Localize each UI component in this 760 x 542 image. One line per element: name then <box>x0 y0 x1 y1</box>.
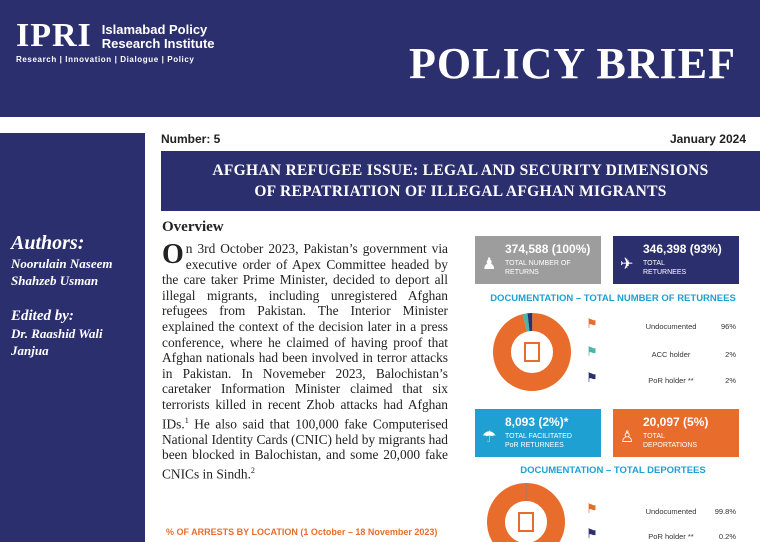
arrests-caption: % OF ARRESTS BY LOCATION (1 October – 18 November 2023) <box>166 527 438 537</box>
person-icon: ⚑ <box>586 316 598 331</box>
logo-tagline: Research | Innovation | Dialogue | Policy <box>16 55 195 64</box>
returnees-donut-chart <box>492 312 572 392</box>
sidebar <box>0 133 145 542</box>
document-icon <box>519 513 533 531</box>
title-line: OF REPATRIATION OF ILLEGAL AFGHAN MIGRANTS <box>254 183 667 200</box>
issue-number: Number: 5 <box>161 132 221 146</box>
walker-icon: ✈ <box>620 256 634 273</box>
brief-title-band <box>161 151 760 211</box>
deportees-donut-chart <box>486 482 566 542</box>
overview-text: n 3rd October 2023, Pakistan’s government via executive order of Apex Committee headed by the care taker Prime Minister, decided to deport all illegal migrants, including unregistered Afghan refugees from Pakistan. The Interior Minister explained the context of the decision later in a press conference, where he claimed of having proof that Afghan nationals had been involved in terror attacks in Pakistan. In Novemeber 2023, Balochistan’s caretaker Information Minister claimed that six terrorists killed in recent Zhob attacks had Afghan IDs. <box>162 241 448 431</box>
document-icon <box>525 343 539 361</box>
parachute-icon: ☂ <box>482 429 497 446</box>
stat-deportations: ♙ 20,097 (5%) TOTAL DEPORTATIONS <box>613 409 739 457</box>
logo-name: Islamabad Policy Research Institute <box>101 22 215 51</box>
family-icon: ♟ <box>482 256 497 273</box>
footnote-ref[interactable]: 1 <box>184 415 189 425</box>
stat-total-returns: ♟ 374,588 (100%) TOTAL NUMBER OF RETURNS <box>475 236 601 284</box>
overview-paragraph <box>162 241 448 482</box>
edited-by-heading: Edited by: <box>11 308 74 324</box>
drop-cap: O <box>162 239 184 270</box>
author-name: Noorulain Naseem <box>11 256 113 271</box>
deportee-icon: ♙ <box>620 429 635 446</box>
authors-heading: Authors: <box>11 232 85 254</box>
editor-name: Dr. Raashid Wali <box>11 326 103 341</box>
section-heading: DOCUMENTATION – TOTAL DEPORTEES <box>520 465 706 476</box>
issue-date: January 2024 <box>669 132 746 146</box>
footnote-ref[interactable]: 2 <box>250 465 255 475</box>
author-name: Shahzeb Usman <box>11 273 99 288</box>
masthead <box>0 0 760 117</box>
person-icon: ⚑ <box>586 370 598 385</box>
ipri-logo <box>16 17 215 64</box>
overview-text: He also said that 100,000 fake Computerised National Identity Cards (CNIC) held by migrants had been blocked in Balochistan, and some 20,000 fake CNICs in Sindh. <box>162 416 448 482</box>
logo-mark: IPRI <box>16 17 92 54</box>
overview-heading: Overview <box>162 219 224 235</box>
returns-infographic: ♟ 374,588 (100%) TOTAL NUMBER OF RETURNS ✈ 346,398 (93%) TOTAL RETURNEES DOCUMENTATION – TOTAL NUMBER OF RETURNEES ⚑ Undocumented 96% ⚑ ACC holder 2% ⚑ PoR holder ** 2% ☂ 8,093 (2%)* TOTAL FACILITATED PoR RETURNEES ♙ 20,097 (5%) TOTAL DEPORTATIONS DOCUMENTATION – TOTAL DEPORTEES ⚑ Undocumented 99.8% ⚑ PoR holder ** 0.2% <box>468 229 760 542</box>
policy-brief-title: POLICY BRIEF <box>409 39 736 88</box>
stat-total-returnees: ✈ 346,398 (93%) TOTAL RETURNEES <box>613 236 739 284</box>
person-icon: ⚑ <box>586 501 598 516</box>
editor-name: Janjua <box>11 343 49 358</box>
title-line: AFGHAN REFUGEE ISSUE: LEGAL AND SECURITY DIMENSIONS <box>212 162 709 179</box>
section-heading: DOCUMENTATION – TOTAL NUMBER OF RETURNEES <box>490 293 736 304</box>
stat-facilitated-por: ☂ 8,093 (2%)* TOTAL FACILITATED PoR RETURNEES <box>475 409 601 457</box>
person-icon: ⚑ <box>586 526 598 541</box>
person-icon: ⚑ <box>586 344 598 359</box>
